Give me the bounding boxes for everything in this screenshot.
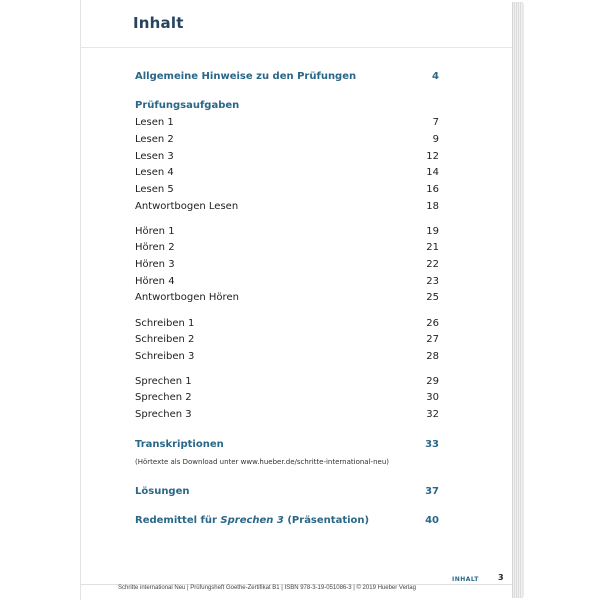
section-tag: INHALT — [452, 576, 479, 583]
toc-entry-lesen-3[interactable] — [135, 151, 439, 167]
toc-entry-page: 33 — [425, 439, 439, 450]
toc-entry-page: 21 — [426, 242, 439, 253]
toc-entry-label: Sprechen 3 — [135, 409, 192, 420]
toc-entry-page: 16 — [426, 184, 439, 195]
toc-entry-page: 30 — [426, 392, 439, 403]
toc-entry-page: 40 — [425, 515, 439, 526]
toc-entry-label: Hören 4 — [135, 276, 175, 287]
toc-entry-hoeren-2[interactable] — [135, 242, 439, 258]
toc-entry-label-suffix: (Präsentation) — [283, 515, 370, 526]
toc-entry-label: Lesen 4 — [135, 167, 174, 178]
toc-entry-sprechen-1[interactable] — [135, 376, 439, 392]
toc-entry-label: Antwortbogen Lesen — [135, 201, 239, 212]
page-stack-edge-outer — [522, 4, 524, 596]
toc-entry-hoeren-4[interactable] — [135, 276, 439, 292]
toc-entry-schreiben-1[interactable] — [135, 318, 439, 334]
toc-entry-hoeren-1[interactable] — [135, 226, 439, 242]
toc-entry-label: Schreiben 1 — [135, 318, 195, 329]
toc-entry-page: 27 — [426, 334, 439, 345]
toc-entry-page: 23 — [426, 276, 439, 287]
toc-entry-page: 4 — [432, 71, 439, 82]
toc-entry-label: Allgemeine Hinweise zu den Prüfungen — [135, 71, 357, 82]
toc-entry-page: 22 — [426, 259, 439, 270]
toc-entry-page: 9 — [432, 134, 439, 145]
toc-entry-antwortbogen-lesen[interactable] — [135, 201, 439, 217]
toc-entry-hoeren-3[interactable] — [135, 259, 439, 275]
toc-entry-page: 28 — [426, 351, 439, 362]
toc-entry-label: Lesen 1 — [135, 117, 174, 128]
toc-entry-antwortbogen-hoeren[interactable] — [135, 292, 439, 308]
toc-entry-label: Antwortbogen Hören — [135, 292, 239, 303]
toc-entry-transkriptionen[interactable] — [135, 439, 439, 455]
toc-entry-label: Hören 1 — [135, 226, 175, 237]
toc-entry-lesen-5[interactable] — [135, 184, 439, 200]
toc-entry-label: Hören 2 — [135, 242, 175, 253]
toc-entry-page: 26 — [426, 318, 439, 329]
toc-section-label: Prüfungsaufgaben — [135, 100, 240, 111]
page-number: 3 — [498, 573, 504, 582]
footer-text: Schritte international Neu | Prüfungsheft Goethe-Zertifikat B1 | ISBN 978-3-19-051086-3 | © 2019 Hueber Verlag — [118, 585, 416, 591]
toc-entry-label: Schreiben 2 — [135, 334, 195, 345]
toc-entry-label-prefix: Redemittel für — [135, 515, 221, 526]
toc-entry-page: 29 — [426, 376, 439, 387]
toc-entry-loesungen[interactable] — [135, 486, 439, 502]
toc-entry-schreiben-2[interactable] — [135, 334, 439, 350]
toc-entry-label — [135, 515, 369, 526]
toc-entry-label-italic: Sprechen 3 — [220, 515, 284, 526]
toc-entry-redemittel[interactable] — [135, 515, 439, 531]
toc-entry-schreiben-3[interactable] — [135, 351, 439, 367]
toc-entry-lesen-2[interactable] — [135, 134, 439, 150]
toc-entry-page: 19 — [426, 226, 439, 237]
page-title: Inhalt — [133, 14, 184, 32]
toc-entry-label: Lösungen — [135, 486, 190, 497]
toc-entry-page: 37 — [425, 486, 439, 497]
title-divider — [80, 47, 512, 48]
toc-entry-label: Schreiben 3 — [135, 351, 195, 362]
toc-entry-label: Hören 3 — [135, 259, 175, 270]
toc-entry-label: Lesen 3 — [135, 151, 174, 162]
toc-entry-page: 7 — [432, 117, 439, 128]
toc-entry-page: 32 — [426, 409, 439, 420]
toc-entry-label: Lesen 5 — [135, 184, 174, 195]
toc-entry-label: Sprechen 1 — [135, 376, 192, 387]
toc-entry-page: 25 — [426, 292, 439, 303]
download-note: (Hörtexte als Download unter www.hueber.de/schritte-international-neu) — [135, 458, 389, 466]
toc-entry-lesen-1[interactable] — [135, 117, 439, 133]
toc-entry-page: 18 — [426, 201, 439, 212]
toc-entry-sprechen-2[interactable] — [135, 392, 439, 408]
toc-section-pruefungsaufgaben — [135, 100, 439, 116]
toc-entry-lesen-4[interactable] — [135, 167, 439, 183]
toc-entry-page: 14 — [426, 167, 439, 178]
toc-entry-sprechen-3[interactable] — [135, 409, 439, 425]
toc-entry-label: Sprechen 2 — [135, 392, 192, 403]
toc-entry-label: Transkriptionen — [135, 439, 224, 450]
toc-entry-page: 12 — [426, 151, 439, 162]
toc-entry-label: Lesen 2 — [135, 134, 174, 145]
toc-entry-allgemeine-hinweise[interactable] — [135, 71, 439, 87]
